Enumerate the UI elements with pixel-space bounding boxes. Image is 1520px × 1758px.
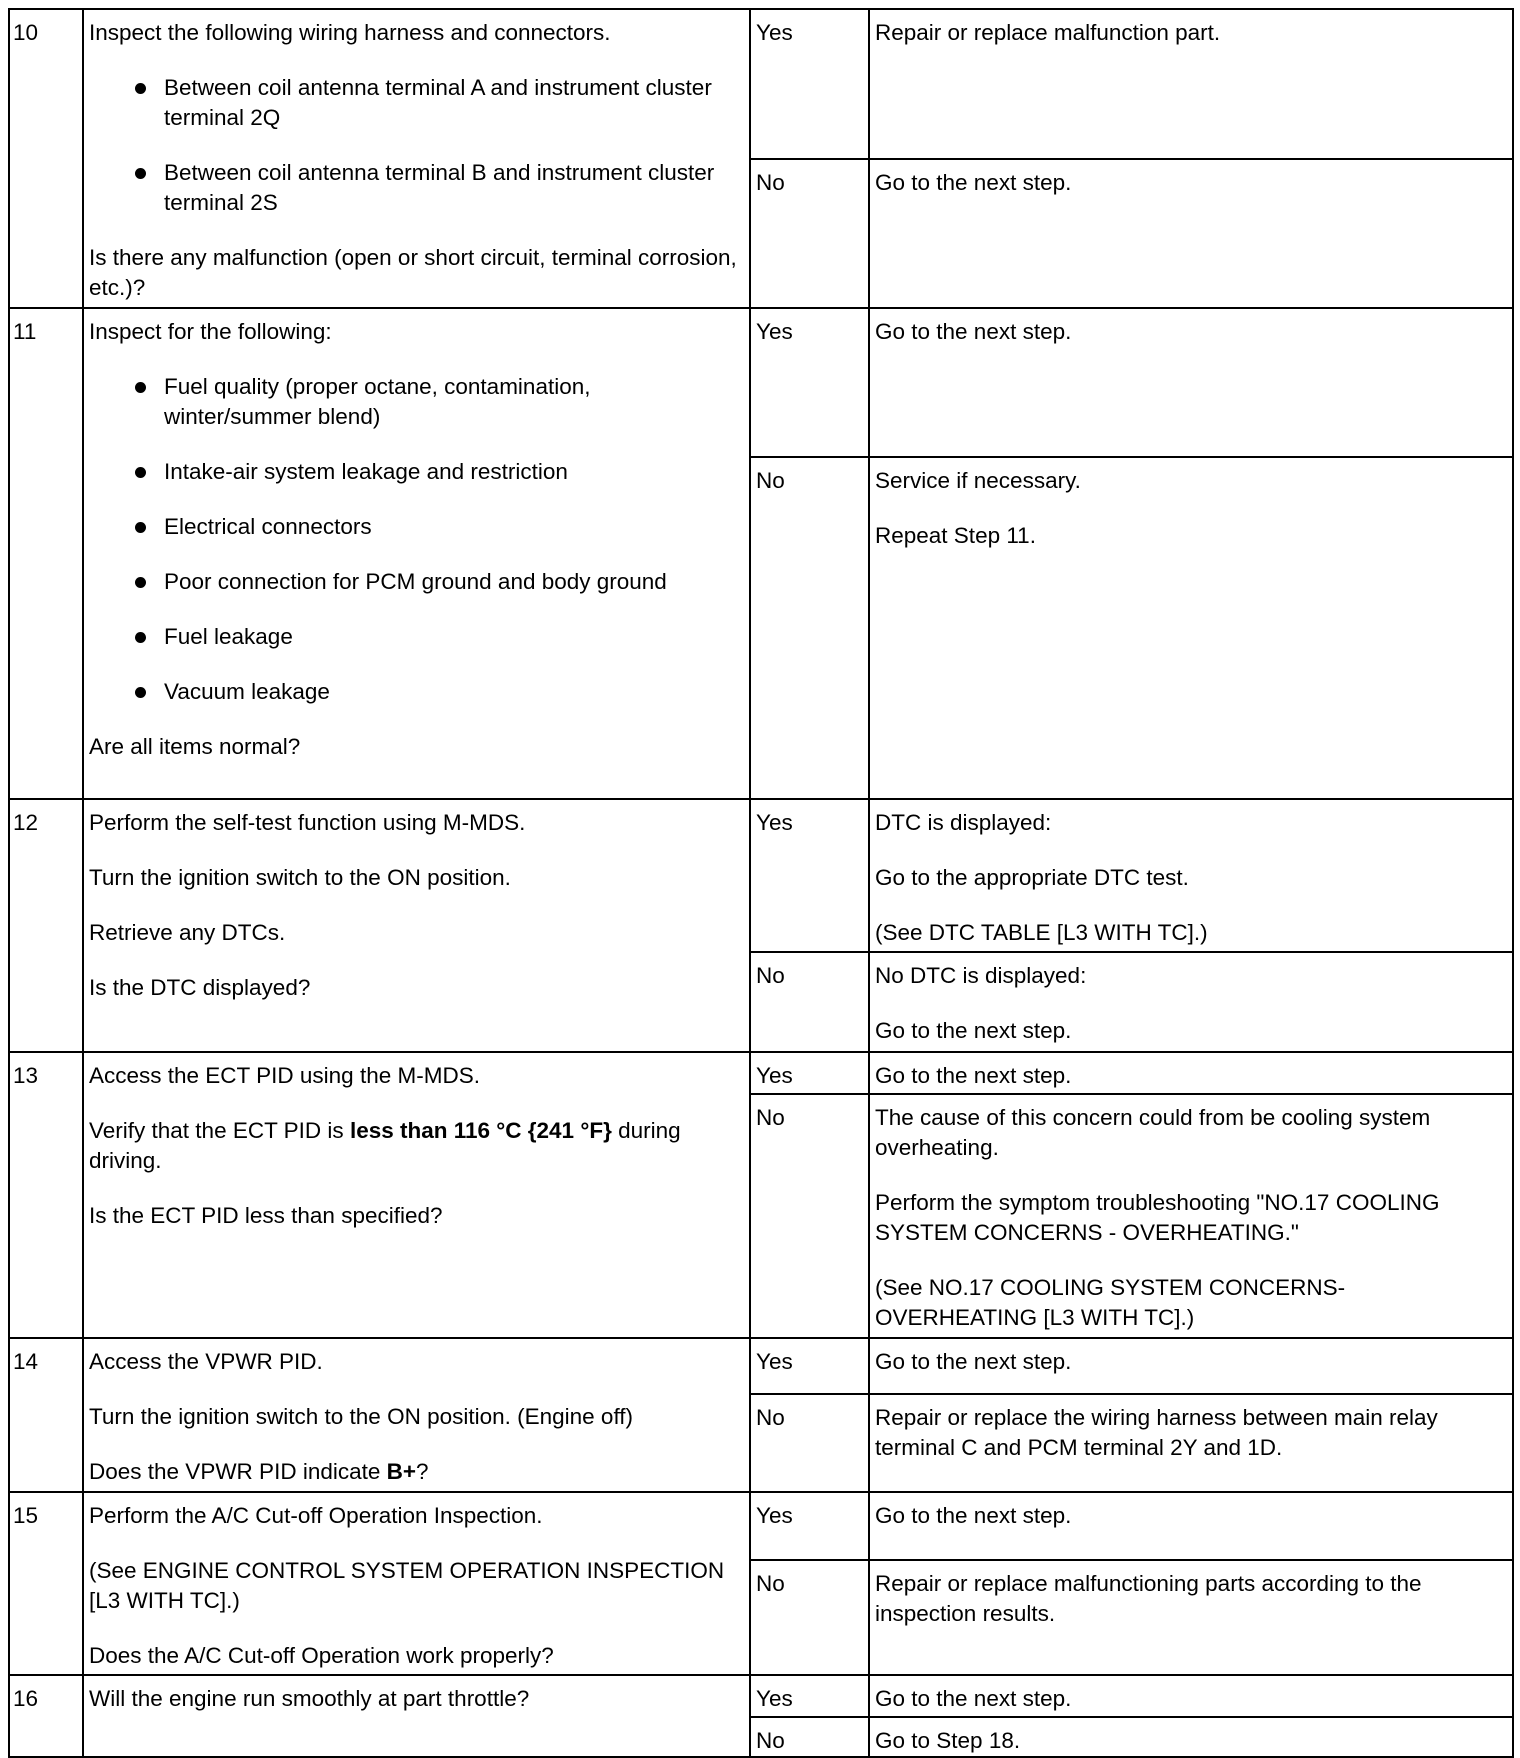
- result-line: Repair or replace malfunctioning parts according to the inspection results.: [875, 1571, 1422, 1626]
- action-question: Is the DTC displayed?: [89, 975, 311, 1000]
- result-line: Service if necessary.: [875, 468, 1081, 493]
- result-line: Repair or replace malfunction part.: [875, 20, 1221, 45]
- result-line: (See DTC TABLE [L3 WITH TC].): [875, 920, 1208, 945]
- step-row-12: [9, 799, 1513, 952]
- question-spec: B+: [386, 1459, 417, 1484]
- action-line: Turn the ignition switch to the ON position.: [89, 865, 511, 890]
- step-action: [83, 1338, 750, 1492]
- yes-result: [869, 1675, 1513, 1717]
- no-label: No: [750, 1717, 869, 1757]
- no-label: No: [750, 159, 869, 308]
- question-end: ?: [416, 1459, 429, 1484]
- action-verify: [89, 1116, 744, 1176]
- yes-label: Yes: [750, 799, 869, 952]
- step-number: 12: [9, 799, 83, 1052]
- step-number: 11: [9, 308, 83, 799]
- action-line: (See ENGINE CONTROL SYSTEM OPERATION INSPECTION [L3 WITH TC].): [89, 1558, 725, 1613]
- result-line: (See NO.17 COOLING SYSTEM CONCERNS-OVERHEATING [L3 WITH TC].): [875, 1275, 1346, 1330]
- verify-spec: less than 116 °C {241 °F}: [349, 1118, 612, 1143]
- list-item: Intake-air system leakage and restriction: [89, 457, 744, 487]
- result-line: No DTC is displayed:: [875, 963, 1087, 988]
- yes-label: Yes: [750, 308, 869, 457]
- no-label: No: [750, 1094, 869, 1338]
- step-action: [83, 1052, 750, 1338]
- result-line: Go to the next step.: [875, 1503, 1072, 1528]
- yes-label: Yes: [750, 1492, 869, 1560]
- action-question: [89, 1457, 744, 1487]
- no-result: [869, 159, 1513, 308]
- yes-result: [869, 9, 1513, 159]
- action-line: Access the VPWR PID.: [89, 1349, 323, 1374]
- step-row-10: [9, 9, 1513, 159]
- yes-label: Yes: [750, 1338, 869, 1394]
- list-item: Between coil antenna terminal A and instrument cluster terminal 2Q: [89, 73, 744, 133]
- step-row-13: [9, 1052, 1513, 1094]
- step-number: 10: [9, 9, 83, 308]
- step-action: [83, 799, 750, 1052]
- yes-label: Yes: [750, 1052, 869, 1094]
- step-row-15: [9, 1492, 1513, 1560]
- no-label: No: [750, 1560, 869, 1675]
- step-action: [83, 308, 750, 799]
- verify-text: Verify that the ECT PID is: [89, 1118, 350, 1143]
- action-question: Is the ECT PID less than specified?: [89, 1203, 443, 1228]
- yes-result: [869, 1052, 1513, 1094]
- result-line: Go to the next step.: [875, 1349, 1072, 1374]
- action-line: Access the ECT PID using the M-MDS.: [89, 1063, 480, 1088]
- step-row-11: [9, 308, 1513, 457]
- action-question: Are all items normal?: [89, 734, 301, 759]
- result-line: DTC is displayed:: [875, 810, 1052, 835]
- result-line: Repair or replace the wiring harness between main relay terminal C and PCM terminal 2Y and 1D.: [875, 1405, 1438, 1460]
- no-result: [869, 1094, 1513, 1338]
- question-text: Does the VPWR PID indicate: [89, 1459, 387, 1484]
- yes-result: [869, 1338, 1513, 1394]
- yes-result: [869, 308, 1513, 457]
- no-result: [869, 1717, 1513, 1757]
- list-item: Fuel leakage: [89, 622, 744, 652]
- inspection-list: [89, 372, 744, 707]
- action-question: Is there any malfunction (open or short circuit, terminal corrosion, etc.)?: [89, 245, 737, 300]
- troubleshooting-document: [8, 8, 1512, 1753]
- list-item: Electrical connectors: [89, 512, 744, 542]
- action-question: Does the A/C Cut-off Operation work properly?: [89, 1643, 554, 1668]
- no-result: [869, 1560, 1513, 1675]
- result-line: Go to the appropriate DTC test.: [875, 865, 1189, 890]
- yes-result: [869, 1492, 1513, 1560]
- step-number: 15: [9, 1492, 83, 1675]
- step-action: [83, 1492, 750, 1675]
- yes-label: Yes: [750, 9, 869, 159]
- result-line: Go to the next step.: [875, 1686, 1072, 1711]
- result-line: Perform the symptom troubleshooting "NO.17 COOLING SYSTEM CONCERNS - OVERHEATING.": [875, 1190, 1440, 1245]
- list-item: Poor connection for PCM ground and body ground: [89, 567, 744, 597]
- action-intro: Inspect for the following:: [89, 319, 332, 344]
- step-action: [83, 9, 750, 308]
- action-line: Perform the A/C Cut-off Operation Inspection.: [89, 1503, 543, 1528]
- inspection-list: [89, 73, 744, 218]
- result-line: Go to the next step.: [875, 1063, 1072, 1088]
- no-result: [869, 457, 1513, 799]
- result-line: Go to the next step.: [875, 170, 1072, 195]
- action-intro: Inspect the following wiring harness and connectors.: [89, 20, 611, 45]
- no-result: [869, 952, 1513, 1052]
- list-item: Between coil antenna terminal B and instrument cluster terminal 2S: [89, 158, 744, 218]
- list-item: Fuel quality (proper octane, contamination, winter/summer blend): [89, 372, 744, 432]
- action-question: Will the engine run smoothly at part throttle?: [89, 1686, 530, 1711]
- no-result: [869, 1394, 1513, 1492]
- step-row-16: [9, 1675, 1513, 1717]
- action-line: Retrieve any DTCs.: [89, 920, 286, 945]
- list-item: Vacuum leakage: [89, 677, 744, 707]
- step-action: [83, 1675, 750, 1757]
- no-label: No: [750, 1394, 869, 1492]
- step-row-14: [9, 1338, 1513, 1394]
- action-line: Perform the self-test function using M-MDS.: [89, 810, 526, 835]
- diagnostic-procedure-table: [8, 8, 1514, 1758]
- step-number: 16: [9, 1675, 83, 1757]
- result-line: Go to Step 18.: [875, 1728, 1021, 1753]
- yes-result: [869, 799, 1513, 952]
- yes-label: Yes: [750, 1675, 869, 1717]
- no-label: No: [750, 457, 869, 799]
- result-line: Go to the next step.: [875, 319, 1072, 344]
- result-line: The cause of this concern could from be cooling system overheating.: [875, 1105, 1431, 1160]
- step-number: 14: [9, 1338, 83, 1492]
- result-line: Repeat Step 11.: [875, 523, 1036, 548]
- action-line: Turn the ignition switch to the ON position. (Engine off): [89, 1404, 634, 1429]
- no-label: No: [750, 952, 869, 1052]
- step-number: 13: [9, 1052, 83, 1338]
- verify-text-end: during driving.: [89, 1118, 681, 1173]
- result-line: Go to the next step.: [875, 1018, 1072, 1043]
